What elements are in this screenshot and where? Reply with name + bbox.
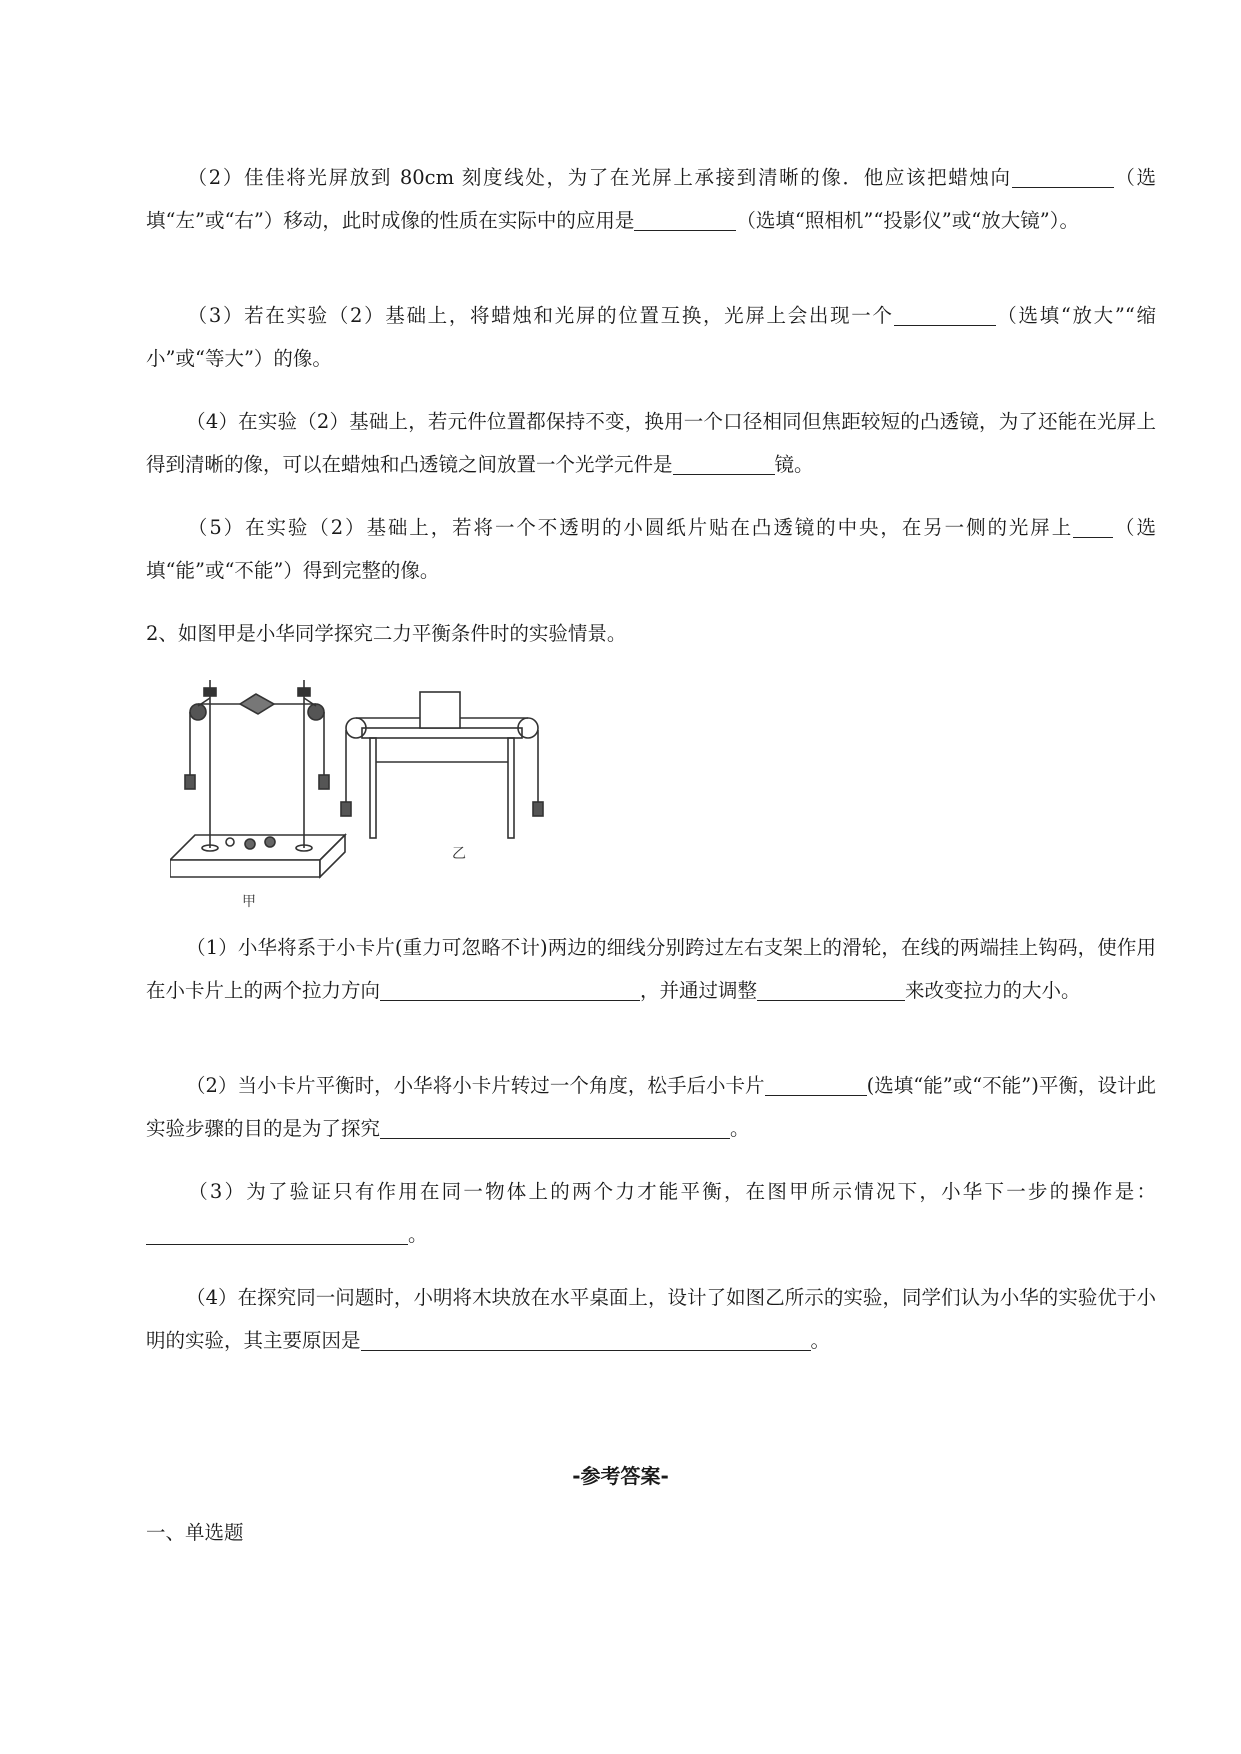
answer-blank[interactable] [765, 1073, 867, 1096]
question-2-intro: 2、如图甲是小华同学探究二力平衡条件时的实验情景。 [146, 622, 627, 645]
question-1-part-5: （5）在实验（2）基础上，若将一个不透明的小圆纸片贴在凸透镜的中央，在另一侧的光屏上 （选填“能”或“不能”）得到完整的像。 [146, 516, 1156, 582]
question-2-part-4: （4）在探究同一问题时，小明将木块放在水平桌面上，设计了如图乙所示的实验，同学们认为小华的实验优于小明的实验，其主要原因是 。 [146, 1286, 1156, 1352]
figure-label-yi: 乙 [452, 846, 466, 862]
question-2-part-2: （2）当小卡片平衡时，小华将小卡片转过一个角度，松手后小卡片 (选填“能”或“不能”)平衡，设计此实验步骤的目的是为了探究 。 [146, 1074, 1156, 1140]
answer-key-title: -参考答案- [572, 1464, 669, 1488]
figure-label-jia: 甲 [242, 894, 256, 910]
answer-blank[interactable] [894, 303, 996, 326]
question-1-part-2: （2）佳佳将光屏放到 80cm 刻度线处，为了在光屏上承接到清晰的像．他应该把蜡烛向 （选填“左”或“右”）移动，此时成像的性质在实际中的应用是 （选填“照相机”“投影仪”或“放大镜”）。 [146, 166, 1156, 232]
answer-blank[interactable] [673, 452, 775, 475]
experiment-figure [170, 670, 590, 920]
answer-blank[interactable] [1073, 515, 1113, 538]
answer-blank[interactable] [146, 1222, 408, 1245]
answer-blank[interactable] [757, 978, 905, 1001]
figure-jia-apparatus [170, 680, 345, 877]
question-2-part-3: （3）为了验证只有作用在同一物体上的两个力才能平衡，在图甲所示情况下，小华下一步的操作是：。 [146, 1170, 1156, 1256]
answer-blank[interactable] [1012, 165, 1114, 188]
answer-blank[interactable] [380, 1116, 730, 1139]
answer-blank[interactable] [634, 208, 736, 231]
question-1-part-4: （4）在实验（2）基础上，若元件位置都保持不变，换用一个口径相同但焦距较短的凸透镜，为了还能在光屏上得到清晰的像，可以在蜡烛和凸透镜之间放置一个光学元件是 镜。 [146, 410, 1156, 476]
question-1-part-3: （3）若在实验（2）基础上，将蜡烛和光屏的位置互换，光屏上会出现一个 （选填“放大”“缩小”或“等大”）的像。 [146, 304, 1156, 370]
answer-blank[interactable] [380, 978, 640, 1001]
figure-yi-apparatus [341, 692, 543, 838]
question-2-part-1: （1）小华将系于小卡片(重力可忽略不计)两边的细线分别跨过左右支架上的滑轮，在线的两端挂上钩码，使作用在小卡片上的两个拉力方向 ，并通过调整 来改变拉力的大小。 [146, 936, 1156, 1002]
answer-blank[interactable] [361, 1328, 811, 1351]
section-heading: 一、单选题 [146, 1521, 244, 1544]
